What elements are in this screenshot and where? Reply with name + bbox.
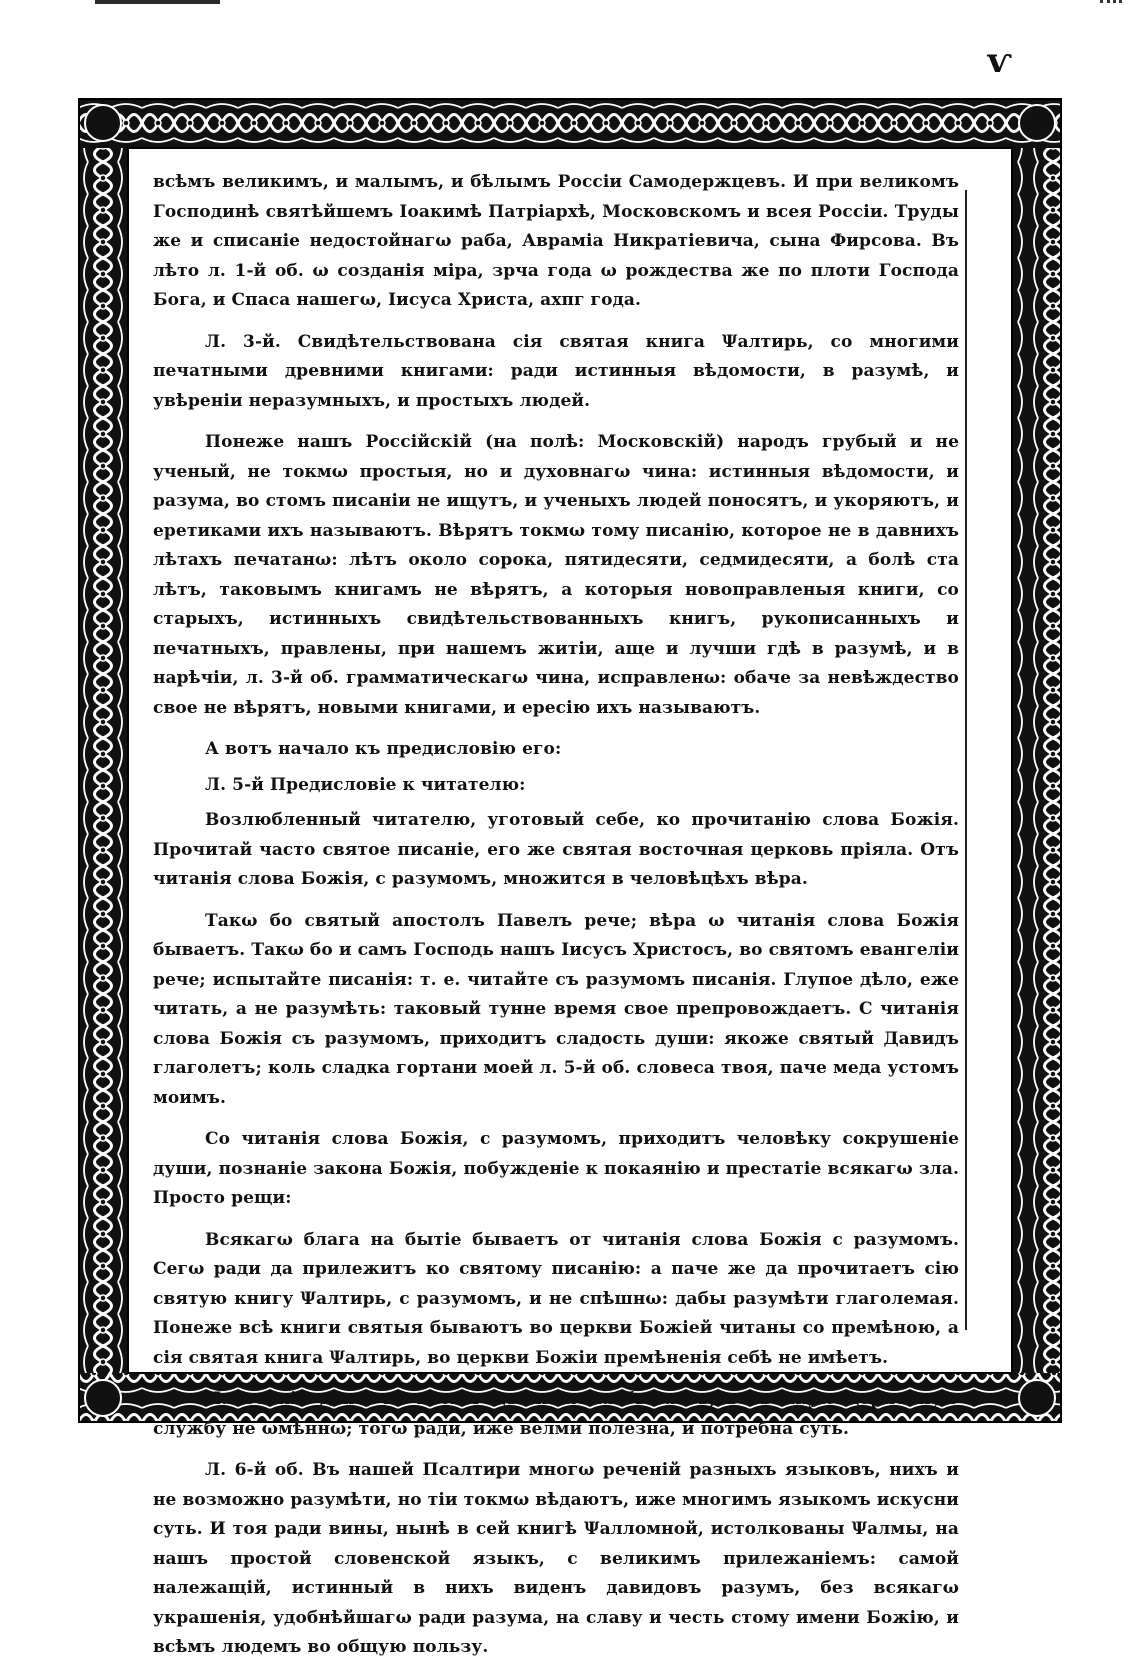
column-rule [965,190,967,1330]
paragraph-3: Понеже нашъ Россійскій (на полѣ: Московскій) народъ грубый и не ученый, не токмω простыя, но и духовнагω чина: истинныя вѣдомости, и разума, во стомъ писаніи не ищутъ, и ученыхъ людей поносятъ, и укоряютъ, и еретиками ихъ называютъ. Вѣрятъ токмω тому писанію, которое не в давнихъ лѣтахъ печатанω: лѣтъ около сорока, пятидесяти, седмидесяти, а болѣ ста лѣтъ, таковымъ книгамъ не вѣрятъ, а которыя новоправленыя книги, со старыхъ, истинныхъ свидѣтельствованныхъ книгъ, рукописанныхъ и печатныхъ, правлены, при нашемъ житіи, аще и лучши гдѣ в разумѣ, и в нарѣчіи, л. 3-й об. грамматическагω чина, исправленω: обаче за невѣждество свое не вѣрятъ, новыми книгами, и ересію ихъ называютъ. [153,432,959,718]
paragraph-1: всѣмъ великимъ, и малымъ, и бѣлымъ Россіи Самодержцевъ. И при великомъ Господинѣ святѣйшемъ Іоакимѣ Патріархѣ, Московскомъ и всея Россіи. Труды же и списаніе недостойнагω раба, Авраміа Никратіевича, сына Фирсова. Въ лѣто л. 1-й об. ω созданія міра, зрча года ω рождества же по плоти Господа Бога, и Спаса нашегω, Іисуса Христа, ахпг года. [153,172,959,310]
paragraph-4: А вотъ начало къ предисловію его: [205,739,562,759]
paragraph-9: Всякагω блага на бытіе бываетъ от читанія слова Божія с разумомъ. Сегω ради да прилежитъ ко святому писанію: а паче же да прочитаетъ сію святую книгу Ψалтирь, с разумомъ, и не спѣшнω: дабы разумѣти глаголемая. Понеже всѣ книги святыя бываютъ во церкви Божіей читаны со премѣною, а сія святая книга Ψалтирь, во церкви Божіи премѣненія себѣ не имѣетъ. [153,1229,959,1368]
paragraph-6: Возлюбленный читателю, уготовый себе, ко прочитанію слова Божія. Прочитай часто святое писаніе, его же святая восточная церковь пріяла. Отъ читанія слова Божія, с разумомъ, множится в человѣцѣхъ вѣра. [153,810,959,889]
paragraph-10: На всякій день, во весь годъ читаема бываетъ, во всякую церковную службу не ωмѣннω; тогω ради, иже велми полезна, и потребна суть. [153,1389,959,1439]
top-edge-rule [95,0,220,4]
paragraph-2: Л. 3-й. Свидѣтельствована сія святая книга Ψалтирь, со многими печатными древними книгами: ради истинныя вѣдомости, в разумѣ, и увѣреніи неразумныхъ, и простыхъ людей. [153,331,959,411]
paragraph-11: Л. 6-й об. Въ нашей Псалтири многω реченій разныхъ языковъ, нихъ и не возможно разумѣти, но тіи токмω вѣдаютъ, иже многимъ языкомъ искусни суть. И тоя ради вины, нынѣ в сей книгѣ Ψалломной, истолкованы Ψалмы, на нашъ простой словенской языкъ, с великимъ прилежаніемъ: самой належащій, истинный в нихъ виденъ давидовъ разумъ, без всякагω украшенія, удобнѣйшагω ради разума, на славу и честь стому имени Божію, и всѣмъ людемъ во общую пользу. [153,1460,959,1657]
paragraph-5: Л. 5-й Предисловіе к читателю: [205,774,526,795]
paragraph-8: Со читанія слова Божія, с разумомъ, приходитъ человѣку сокрушеніе души, познаніе закона Божія, побужденіе к покаянію и престатіе всякагω зла. Просто рещи: [153,1129,959,1208]
page-number: ѵ [986,41,1012,81]
top-edge-dots [1100,0,1122,7]
text-body [153,168,959,1657]
paragraph-7: Такω бо святый апостолъ Павелъ рече; вѣра ω читанія слова Божія бываетъ. Такω бо и самъ Господь нашъ Іисусъ Христосъ, во святомъ евангеліи рече; испытайте писанія: т. е. читайте съ разумомъ писанія. Глупое дѣло, еже читать, а не разумѣть: таковый тунне время свое препровождаетъ. С читанія слова Божія съ разумомъ, приходитъ сладость души: якоже святый Давидъ глаголетъ; коль сладка гортани моей л. 5-й об. словеса твоя, паче меда устомъ моимъ. [153,910,959,1108]
